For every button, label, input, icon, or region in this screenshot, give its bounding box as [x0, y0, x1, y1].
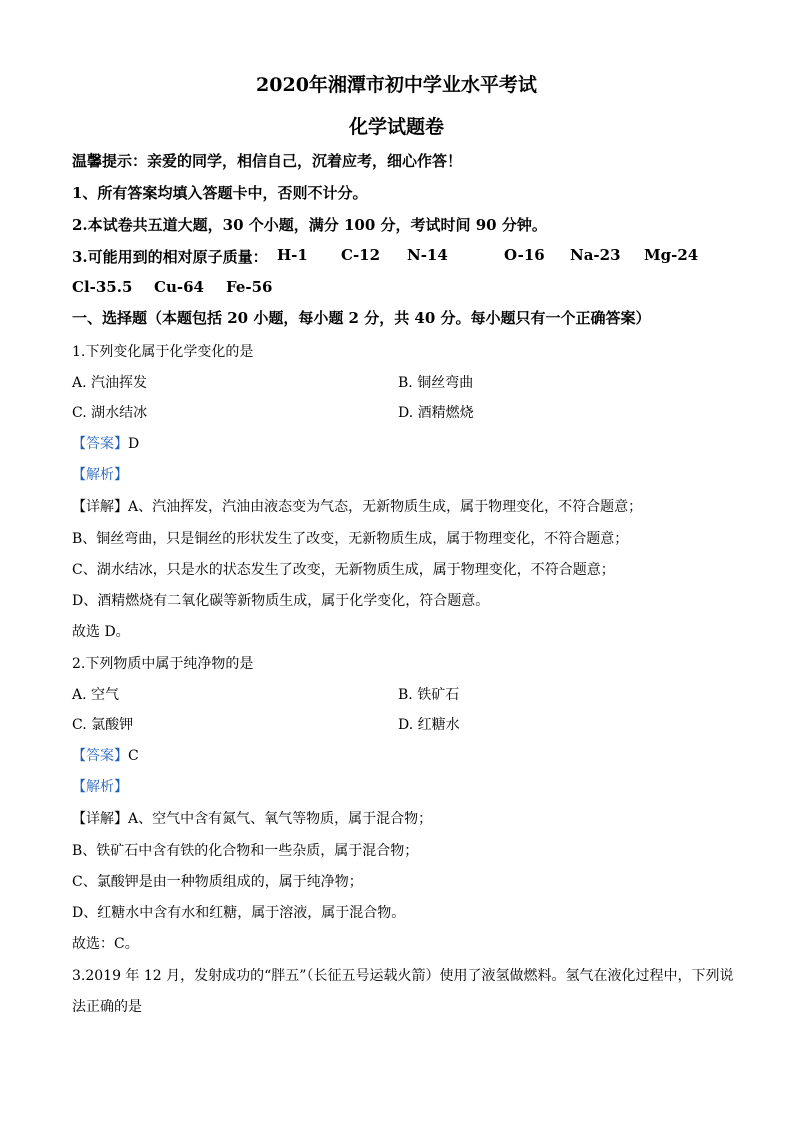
q3-stem-line-2: 法正确的是: [72, 999, 142, 1015]
note-3: [72, 246, 722, 267]
mass-o: O-16: [504, 246, 545, 264]
q2-option-a: A. 空气: [72, 687, 120, 703]
q3-stem-line-1: 3.2019 年 12 月，发射成功的“胖五”（长征五号运载火箭）使用了液氢做燃料。氢气在液化过程中，下列说: [72, 968, 734, 984]
note-2: 2.本试卷共五道大题，30 个小题，满分 100 分，考试时间 90 分钟。: [72, 216, 547, 234]
q2-detail-a: 【详解】A、空气中含有氮气、氧气等物质，属于混合物；: [72, 811, 433, 827]
q2-detail-c: C、氯酸钾是由一种物质组成的，属于纯净物；: [72, 874, 363, 890]
mass-cl: Cl-35.5: [72, 278, 133, 296]
mass-c: C-12: [341, 246, 381, 264]
q1-option-a: A. 汽油挥发: [72, 375, 148, 391]
q2-answer-tag: 【答案】: [72, 748, 128, 764]
q1-detail-a: 【详解】A、汽油挥发，汽油由液态变为气态，无新物质生成，属于物理变化，不符合题意；: [72, 499, 643, 515]
mass-n: N-14: [407, 246, 448, 264]
exam-subtitle: 化学试题卷: [348, 116, 444, 138]
q2-answer-value: C: [128, 748, 139, 764]
q2-answer: [72, 745, 139, 765]
q1-conclusion: 故选 D。: [72, 624, 130, 640]
q1-answer: [72, 433, 139, 453]
q1-detail-b: B、铜丝弯曲，只是铜丝的形状发生了改变，无新物质生成，属于物理变化，不符合题意；: [72, 531, 629, 547]
tip-line: 温馨提示：亲爱的同学，相信自己，沉着应考，细心作答！: [72, 152, 463, 170]
section-1-heading: 一、选择题（本题包括 20 小题，每小题 2 分，共 40 分。每小题只有一个正确答案）: [72, 309, 651, 327]
q1-analysis-tag: 【解析】: [72, 467, 128, 483]
note-1: 1、所有答案均填入答题卡中，否则不计分。: [72, 184, 368, 202]
q1-option-b: B. 铜丝弯曲: [398, 375, 474, 391]
q2-stem: 2.下列物质中属于纯净物的是: [72, 656, 254, 672]
q1-answer-value: D: [128, 436, 140, 452]
q2-option-d: D. 红糖水: [398, 717, 460, 733]
mass-mg: Mg-24: [644, 246, 699, 264]
mass-h: H-1: [277, 246, 308, 264]
mass-cu: Cu-64: [154, 278, 204, 296]
q2-option-c: C. 氯酸钾: [72, 717, 134, 733]
q1-option-d: D. 酒精燃烧: [398, 405, 474, 421]
q2-conclusion: 故选：C。: [72, 936, 139, 952]
q2-option-b: B. 铁矿石: [398, 687, 460, 703]
q1-detail-c: C、湖水结冰，只是水的状态发生了改变，无新物质生成，属于物理变化，不符合题意；: [72, 562, 615, 578]
mass-label: 3.可能用到的相对原子质量：: [72, 248, 268, 266]
q1-option-c: C. 湖水结冰: [72, 405, 148, 421]
q1-answer-tag: 【答案】: [72, 436, 128, 452]
mass-fe: Fe-56: [226, 278, 273, 296]
mass-na: Na-23: [570, 246, 621, 264]
exam-title: 2020年湘潭市初中学业水平考试: [256, 74, 537, 96]
q2-analysis-tag: 【解析】: [72, 779, 128, 795]
q2-detail-b: B、铁矿石中含有铁的化合物和一些杂质，属于混合物；: [72, 843, 419, 859]
q1-detail-d: D、酒精燃烧有二氧化碳等新物质生成，属于化学变化，符合题意。: [72, 593, 490, 609]
q1-stem: 1.下列变化属于化学变化的是: [72, 344, 254, 360]
q2-detail-d: D、红糖水中含有水和红糖，属于溶液，属于混合物。: [72, 905, 406, 921]
